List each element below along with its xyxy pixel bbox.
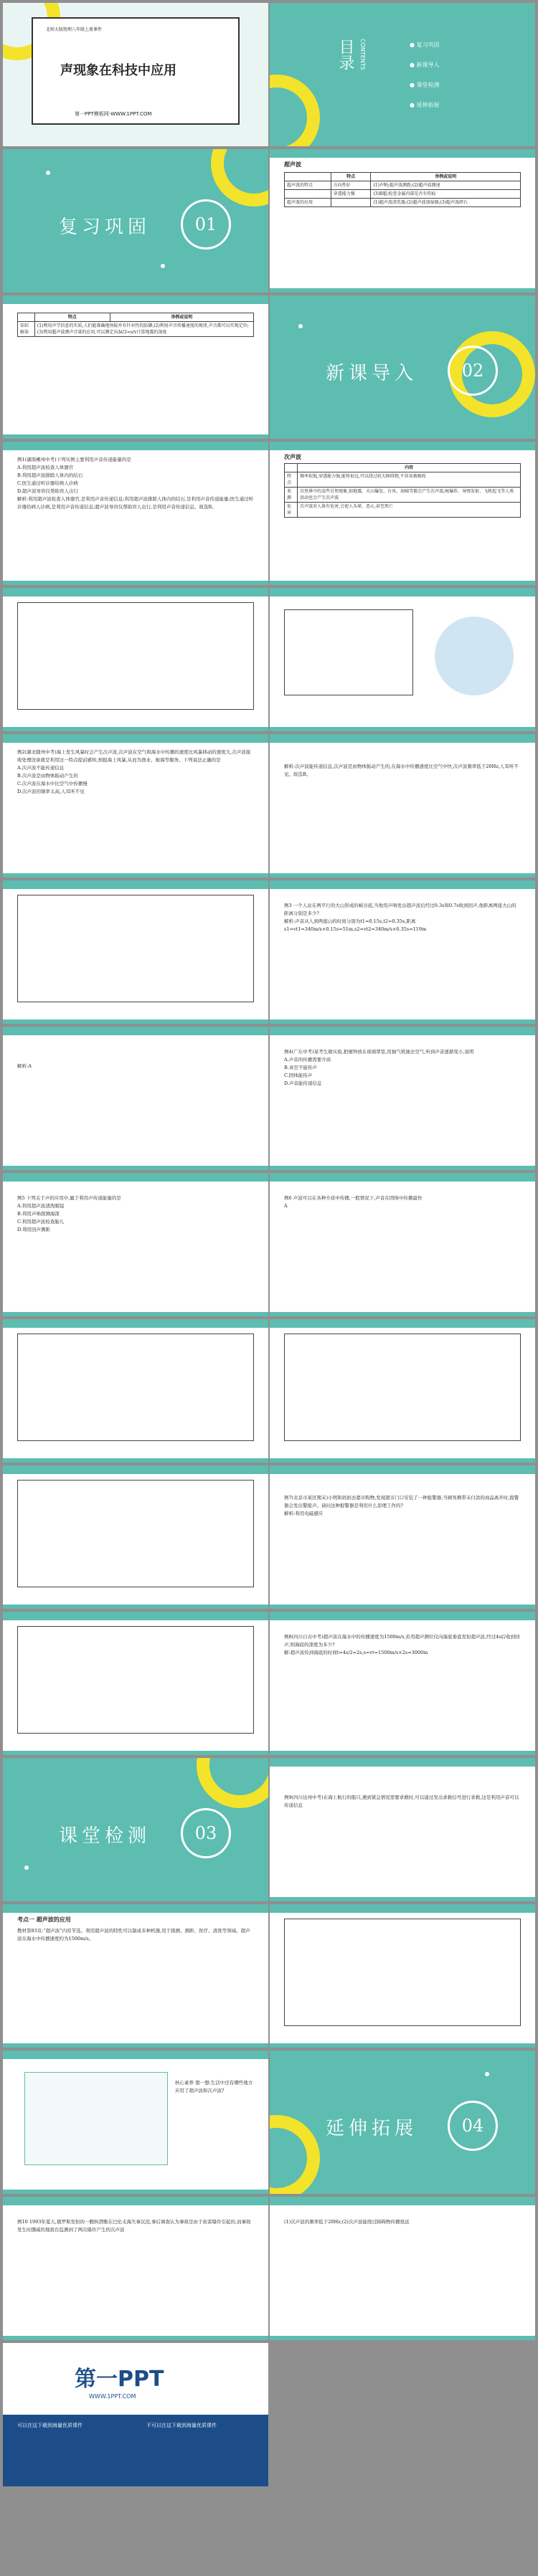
option-b: B.利用超声波排除人体内的结石 bbox=[17, 472, 83, 478]
option-d: D.次声波的频率太高,人耳听不见 bbox=[17, 789, 85, 794]
decor-ring bbox=[270, 75, 320, 146]
exam-heading: 考点一 超声波的应用 bbox=[17, 1916, 71, 1923]
concept-diagram bbox=[24, 2072, 168, 2165]
option-a: A.声音的传播需要介质 bbox=[284, 1057, 331, 1063]
content-slide bbox=[270, 1904, 535, 2048]
content-slide bbox=[3, 1319, 268, 1463]
answer: 解:超声波传到海底的时间t=4s/2=2s,s=vt=1500m/s×2s=3000m bbox=[284, 1650, 428, 1655]
answer: 解析:利用电磁感应 bbox=[284, 1511, 324, 1516]
content-slide bbox=[3, 1173, 268, 1316]
toc-slide bbox=[270, 3, 535, 146]
option-c: C.次声波在海水中比空气中传播慢 bbox=[17, 781, 88, 786]
content-slide bbox=[3, 1027, 268, 1170]
section-title: 复习巩固 bbox=[59, 217, 151, 238]
cover-title: 声现象在科技中应用 bbox=[60, 63, 176, 78]
content-slide bbox=[3, 880, 268, 1024]
option-c: C.固体能传声 bbox=[284, 1073, 313, 1078]
section-number: 01 bbox=[181, 199, 231, 249]
example-6-slide bbox=[270, 1173, 535, 1316]
question: 例4(广东中考)某考生做实验,把闹钟放在玻璃罩里,用抽气机抽去空气,听到声音逐渐变小,说明 bbox=[284, 1049, 474, 1055]
option-a: A.利用超声波清洗眼镜 bbox=[17, 1203, 65, 1209]
exam-text: 教材第83页:“超声波”内容节选。利用超声波的特性可以制成多种机器,用于探测、测距、医疗、清洗等领域。超声波在海水中传播速度约为1500m/s。 bbox=[17, 1928, 250, 1941]
example-3-slide bbox=[270, 880, 535, 1024]
infrasound-slide bbox=[270, 442, 535, 585]
question: 例5 下列关于声的应用中,属于利用声传递能量的是 bbox=[17, 1195, 121, 1201]
section-number: 04 bbox=[448, 2101, 498, 2151]
answer: (1)次声波的频率低于20Hz;(2)次声波能绕过障碍物传播很远 bbox=[284, 2219, 410, 2225]
toc-item-1[interactable]: ● 复习巩固 bbox=[410, 42, 440, 48]
concept-text: 核心素养 想一想:生活中还有哪些地方应用了超声波和次声波? bbox=[175, 2080, 253, 2093]
content-slide bbox=[3, 1612, 268, 1755]
example-9-slide bbox=[270, 1758, 535, 1901]
section-number: 03 bbox=[181, 1808, 231, 1858]
content-slide bbox=[3, 1465, 268, 1609]
review-slide bbox=[270, 149, 535, 293]
question: 例3 一个人站在两平行的大山形成的峡谷底,当他用声呐发出超声波后经过0.3s和0.7s收到回声,他距离两座大山的距离分别是多少? bbox=[284, 903, 516, 916]
option-d: D.超声波导盲仪帮助盲人出行 bbox=[17, 488, 79, 494]
answer: 解析:声音从人到两座山的时间分别为t1=0.15s,t2=0.35s,距离s1=vt1=340m/s×0.15s=51m,s2=vt2=340m/s×0.35s=119m bbox=[284, 918, 427, 932]
section-01-slide bbox=[3, 149, 268, 293]
site-label: 第一PPT模板网-WWW.1PPT.COM bbox=[75, 111, 152, 117]
answer: 解析:次声波能传递信息,次声波是由物体振动产生的,在海水中传播速度比空气中快,次声波频率低于20Hz,人耳听不见。故选B。 bbox=[284, 764, 519, 777]
content-slide bbox=[3, 588, 268, 731]
example-8-slide bbox=[270, 1612, 535, 1755]
final-answer-slide bbox=[270, 2197, 535, 2340]
example-7-slide bbox=[270, 1465, 535, 1609]
review-table: 特点 举例或说明 超声波的特点 方向性好 (1)声呐;超声波测距;(2)超声波测速 穿透能力强 (3)B超;检查金属内部是否有伤痕 超声波的应用 (1)超声波清洗器;(2)超声波加湿器;(3)超声波碎石 bbox=[284, 172, 521, 207]
option-a: A.利用超声波检查人体器官 bbox=[17, 465, 74, 470]
question: 例10 1993年夏天,俄罗斯发射的一艘核潜艇在巴伦支海失事沉没,事后调查认为事故是由于鱼雷爆炸引起的,而事故发生时挪威的地震台监测到了两次爆炸产生的次声波 bbox=[17, 2219, 251, 2233]
toc-item-4[interactable]: ● 延伸拓展 bbox=[410, 102, 440, 108]
question: 例1(湖南郴州中考)下列实例主要利用声音传递能量的是 bbox=[17, 457, 131, 462]
infrasound-table: 内容 特点 频率很低,穿透能力强,能传很远,可以绕过较大障碍物,不容易被吸收 来源 自然界中的某些自然现象,如地震、火山爆发、台风、海啸等都会产生次声波;核爆炸、导弹发射、飞机起飞等人类活动也会产生次声波 危害 次声波对人体有危害,会使人头晕、恶心,甚至死亡 bbox=[284, 463, 521, 518]
brand-slide bbox=[3, 2343, 268, 2486]
option-b: B.利用声呐探测海深 bbox=[17, 1211, 60, 1217]
section-title: 课堂检测 bbox=[59, 1825, 151, 1847]
infrasound-heading: 次声波 bbox=[284, 454, 301, 460]
question: 例2(湖北随州中考)海上发生风暴时会产生次声波,次声波在空气和海水中传播的速度比风暴移动的速度大,次声波接收处理设备就是利用这一特点提前感知,预报海上风暴,从而为渔业、航海等服务。下列说法正确的是 bbox=[17, 749, 251, 763]
option-b: B.真空不能传声 bbox=[284, 1065, 317, 1070]
example-1-slide bbox=[3, 442, 268, 585]
content-slide bbox=[270, 1319, 535, 1463]
section-title: 延伸拓展 bbox=[326, 2118, 418, 2139]
question: 例6 声波可以在各种介质中传播,一般情况下,声音在固体中传播最快 bbox=[284, 1195, 423, 1201]
answer: 解析:利用超声波检查人体器官,是利用声音传递信息;利用超声波排除人体内的结石,是利用声音传递能量;医生通过听诊器给病人诊病,是利用声音传递信息;超声波导盲仪帮助盲人出行,是利用声音传递信息。故选B。 bbox=[17, 496, 254, 510]
concept-slide bbox=[3, 2050, 268, 2194]
final-question-slide bbox=[3, 2197, 268, 2340]
section-title: 新课导入 bbox=[326, 363, 418, 384]
exam-slide bbox=[3, 1904, 268, 2048]
publisher: 北师大版物理八年级上册课件 bbox=[46, 27, 103, 32]
content-slide bbox=[270, 588, 535, 731]
brand-text-1: 可以在这下载到海量优质课件 bbox=[17, 2423, 82, 2428]
infra-slide bbox=[3, 295, 268, 439]
option-c: C.医生通过听诊器给病人诊病 bbox=[17, 480, 78, 486]
option-b: B.次声波是由物体振动产生的 bbox=[17, 773, 78, 779]
brand-text-2: 不可以在这下载到海量优质课件 bbox=[146, 2423, 217, 2428]
answer: A bbox=[284, 1203, 288, 1209]
example-2-slide bbox=[3, 734, 268, 878]
section-04-slide bbox=[270, 2050, 535, 2194]
option-a: A.次声波不能传递信息 bbox=[17, 765, 65, 771]
brand-url: WWW.1PPT.COM bbox=[89, 2393, 136, 2400]
option-c: C.利用超声波检查胎儿 bbox=[17, 1219, 65, 1225]
review-heading: 超声波 bbox=[284, 161, 301, 168]
toc-item-3[interactable]: ● 课堂检测 bbox=[410, 82, 440, 88]
question: 例9(四川达州中考)在海上航行的船只,遇到紧急情况需要求救时,可以通过发出求救信号进行求救,这是利用声音可以传递信息 bbox=[284, 1795, 519, 1808]
section-03-slide bbox=[3, 1758, 268, 1901]
brand-logo: 第一PPT bbox=[75, 2367, 164, 2392]
option-d: D.利用回声测距 bbox=[17, 1227, 51, 1232]
toc-item-2[interactable]: ● 新课导入 bbox=[410, 62, 440, 68]
question: 例8(四川自贡中考)超声波在海水中的传播速度为1500m/s,若用超声测位仪向海底垂直发射超声波,经过4s后收到回声,则海底的深度为多少? bbox=[284, 1634, 520, 1648]
section-number: 02 bbox=[448, 346, 498, 396]
option-d: D.声音能传递信息 bbox=[284, 1080, 322, 1086]
answer: 解析:A bbox=[17, 1063, 32, 1069]
answer-slide bbox=[270, 734, 535, 878]
illustration bbox=[435, 617, 514, 695]
infra-table: 特点 举例或说明 知识解读 (1)利用声学信息的实质,人们能准确地预报并有针对性的防御;(2)利用声音传播速度的规律,声音都可以实现定位;(3)利用超声波测声音量的应用,可以测定出Δt/2=s/v计算地震的深度 bbox=[17, 313, 254, 337]
toc-label: 目录 bbox=[336, 39, 354, 70]
question: 例7(北京市某区期末)小明和妈妈去超市购物,发现超市门口安装了一种报警器,当顾客携带未付款的商品离开时,报警器会发出警报声。请问这种报警器是利用什么原理工作的? bbox=[284, 1495, 519, 1508]
toc-sub: CONTENTS bbox=[359, 39, 366, 70]
section-02-slide bbox=[270, 295, 535, 439]
example-4-slide bbox=[270, 1027, 535, 1170]
cover-slide bbox=[3, 3, 268, 146]
